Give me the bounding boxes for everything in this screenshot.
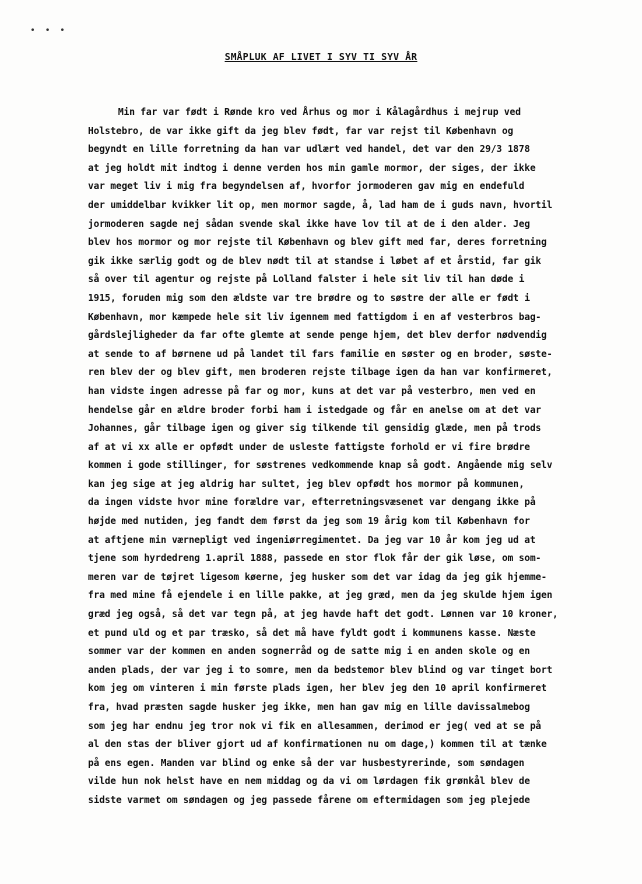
corner-marks: • • • bbox=[30, 26, 68, 36]
text-line: han vidste ingen adresse på far og mor, kuns at det var på vesterbro, men ved en bbox=[88, 385, 536, 397]
text-line: kan jeg sige at jeg aldrig har sultet, jeg blev opfødt hos mormor på kommunen, bbox=[88, 478, 525, 490]
text-line: at jeg holdt mit indtog i denne verden hos min gamle mormor, der siges, der ikke bbox=[88, 162, 536, 174]
text-line: ren blev der og blev gift, men broderen rejste tilbage igen da han var konfirmeret, bbox=[88, 367, 553, 379]
text-line: så over til agentur og rejste på Lolland falster i hele sit liv til han døde i bbox=[88, 274, 525, 286]
text-line: anden plads, der var jeg i to somre, men da bedstemor blev blind og var tinget bort bbox=[88, 664, 553, 676]
text-line: da ingen vidste hvor mine forældre var, efterretningsvæsenet var dengang ikke på bbox=[88, 497, 536, 509]
text-line: et pund uld og et par træsko, så det må have fyldt godt i kommunens kasse. Næste bbox=[88, 627, 536, 639]
text-line: at sende to af børnene ud på landet til fars familie en søster og en broder, søste- bbox=[88, 348, 553, 360]
text-line: vilde hun nok helst have en nem middag og da vi om lørdagen fik grønkål blev de bbox=[88, 776, 530, 788]
text-line: Min far var født i Rønde kro ved Århus og mor i Kålagårdhus i mejrup ved bbox=[118, 107, 521, 118]
text-line: blev hos mormor og mor rejste til København og blev gift med far, deres forretning bbox=[88, 237, 547, 249]
text-line: gik ikke særlig godt og de blev nødt til at standse i løbet af et årstid, far gik bbox=[88, 255, 542, 267]
text-line: var meget liv i mig fra begyndelsen af, hvorfor jormoderen gav mig en endefuld bbox=[88, 181, 525, 193]
text-line: fra, hvad præsten sagde husker jeg ikke, men han gav mig en lille davissalmebog bbox=[88, 702, 530, 713]
text-line: gårdslejligheder da far ofte glemte at sende penge hjem, det blev derfor nødvendig bbox=[88, 330, 547, 342]
text-line: Holstebro, de var ikke gift da jeg blev født, far var rejst til København og bbox=[88, 125, 514, 137]
text-line: kom jeg om vinteren i min første plads igen, her blev jeg den 10 april konfirmeret bbox=[88, 683, 547, 695]
text-line: der umiddelbar kvikker lit op, men mormor sagde, å, lad ham de i guds navn, hvortil bbox=[88, 199, 553, 211]
page-title bbox=[0, 52, 642, 63]
text-line: hendelse går en ældre broder forbi ham i istedgade og får en anelse om at det var bbox=[88, 404, 542, 416]
text-line: al den stas der bliver gjort ud af konfirmationen nu om dage,) kommen til at tænke bbox=[88, 739, 547, 751]
text-line: begyndt en lille forretning da han var udlært ved handel, det var den 29/3 1878 bbox=[88, 144, 530, 156]
text-line: fra med mine få ejendele i en lille pakke, at jeg græd, men da jeg skulde hjem igen bbox=[88, 590, 553, 602]
text-line: på ens egen. Manden var blind og enke så der var husbestyrerinde, som søndagen bbox=[88, 757, 525, 769]
body-text bbox=[88, 104, 608, 811]
text-line: at aftjene min værnepligt ved ingeniørregimentet. Da jeg var 10 år kom jeg ud at bbox=[88, 534, 536, 546]
text-line: meren var de tøjret ligesom køerne, jeg husker som det var idag da jeg gik hjemme- bbox=[88, 571, 547, 583]
text-line: kommen i gode stillinger, for søstrenes vedkommende knap så godt. Angående mig selv bbox=[88, 460, 553, 472]
text-line: højde med nutiden, jeg fandt dem først da jeg som 19 årig kom til København for bbox=[88, 516, 530, 528]
text-line: sidste varmet om søndagen og jeg passede fårene om eftermidagen som jeg plejede bbox=[88, 794, 530, 806]
text-line: sommer var der kommen en anden sognerråd og de satte mig i en anden skole og en bbox=[88, 646, 530, 658]
text-line: som jeg har endnu jeg tror nok vi fik en allesammen, derimod er jeg( ved at se på bbox=[88, 720, 542, 732]
text-line: 1915, foruden mig som den ældste var tre brødre og to søstre der alle er født i bbox=[88, 292, 530, 304]
text-line: København, mor kæmpede hele sit liv igennem med fattigdom i en af vesterbros bag- bbox=[88, 311, 542, 323]
text-line: Johannes, går tilbage igen og giver sig tilkende til gensidig glæde, men på trods bbox=[88, 423, 542, 435]
text-line: jormoderen sagde nej sådan svende skal ikke have lov til at de i den alder. Jeg bbox=[88, 218, 530, 230]
text-line: græd jeg også, så det var tegn på, at jeg havde haft det godt. Lønnen var 10 kroner, bbox=[88, 609, 558, 621]
text-line: af at vi xx alle er opfødt under de usleste fattigste forhold er vi fire brødre bbox=[88, 441, 530, 453]
text-line: tjene som hyrdedreng 1.april 1888, passede en stor flok får der gik løse, om som- bbox=[88, 553, 542, 565]
page-title-text: SMÅPLUK AF LIVET I SYV TI SYV ÅR bbox=[224, 52, 418, 63]
